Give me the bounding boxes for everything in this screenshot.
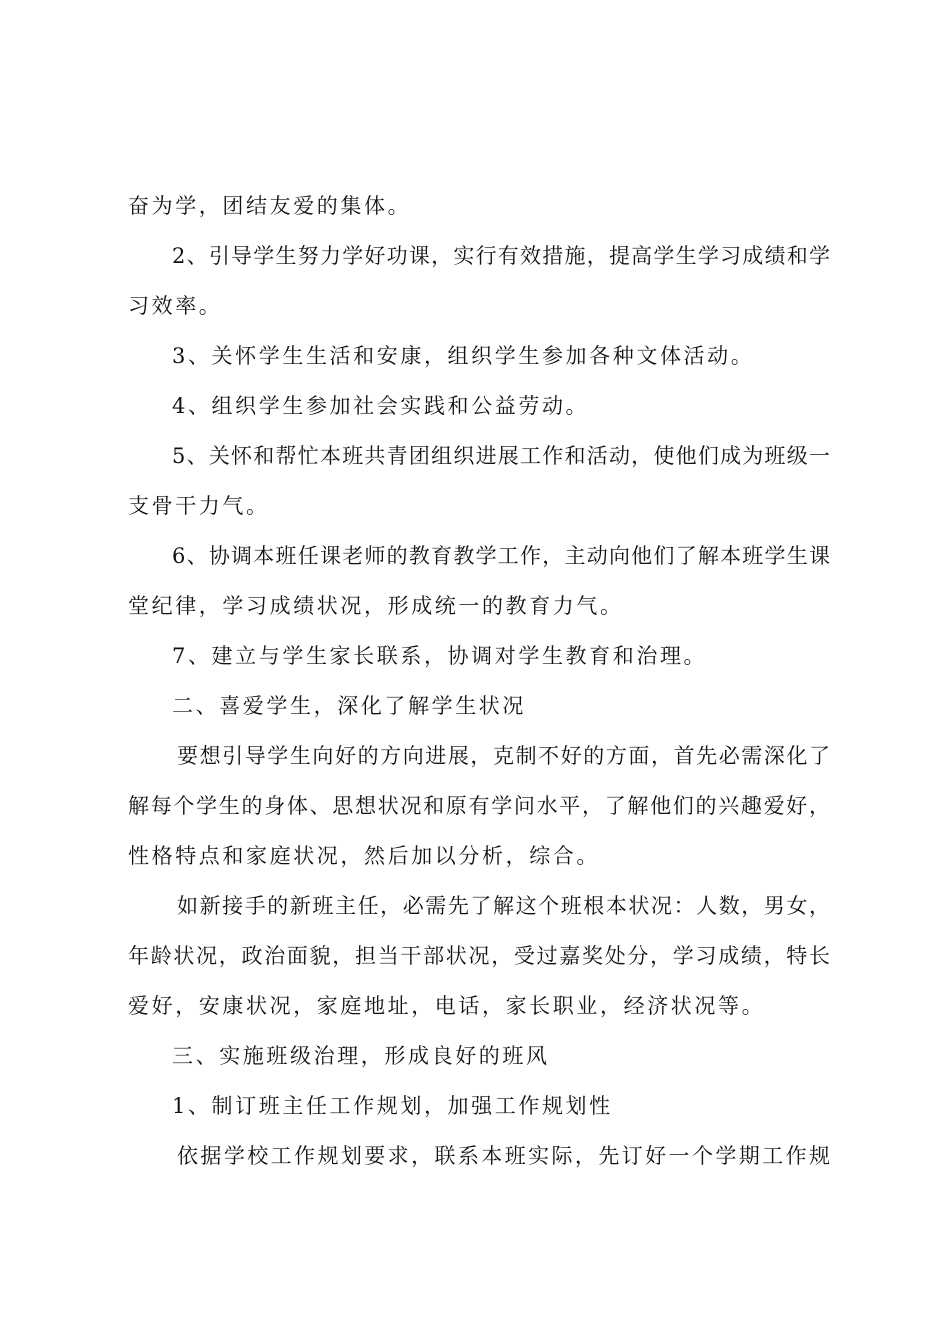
- subsection-heading-1: 1、制订班主任工作规划，加强工作规划性: [172, 1094, 613, 1118]
- text-line-item-2: 2、引导学生努力学好功课，实行有效措施，提高学生学习成绩和学: [172, 244, 830, 268]
- paragraph-line: 依据学校工作规划要求，联系本班实际，先订好一个学期工作规: [177, 1144, 830, 1168]
- paragraph-line: 如新接手的新班主任，必需先了解这个班根本状况：人数，男女，: [177, 894, 830, 918]
- paragraph-line: 性格特点和家庭状况，然后加以分析，综合。: [128, 844, 600, 868]
- text-line-item-5-cont: 支骨干力气。: [128, 494, 270, 518]
- section-heading-3: 三、实施班级治理，形成良好的班风: [172, 1044, 550, 1068]
- text-line-item-7: 7、建立与学生家长联系，协调对学生教育和治理。: [172, 644, 708, 668]
- paragraph-line: 解每个学生的身体、思想状况和原有学问水平，了解他们的兴趣爱好，: [128, 794, 830, 818]
- paragraph-line: 要想引导学生向好的方向进展，克制不好的方面，首先必需深化了: [177, 744, 830, 768]
- paragraph-line: 年龄状况，政治面貌，担当干部状况，受过嘉奖处分，学习成绩，特长: [128, 944, 830, 968]
- section-heading-2: 二、喜爱学生，深化了解学生状况: [172, 694, 526, 718]
- text-line-item-3: 3、关怀学生生活和安康，组织学生参加各种文体活动。: [172, 344, 755, 368]
- text-line-item-4: 4、组织学生参加社会实践和公益劳动。: [172, 394, 590, 418]
- text-line-continuation: 奋为学，团结友爱的集体。: [128, 194, 412, 218]
- text-line-item-5: 5、关怀和帮忙本班共青团组织进展工作和活动，使他们成为班级一: [172, 444, 830, 468]
- paragraph-line: 爱好，安康状况，家庭地址，电话，家长职业，经济状况等。: [128, 994, 766, 1018]
- text-line-item-2-cont: 习效率。: [128, 294, 223, 318]
- text-line-item-6: 6、协调本班任课老师的教育教学工作，主动向他们了解本班学生课: [172, 544, 830, 568]
- text-line-item-6-cont: 堂纪律，学习成绩状况，形成统一的教育力气。: [128, 594, 624, 618]
